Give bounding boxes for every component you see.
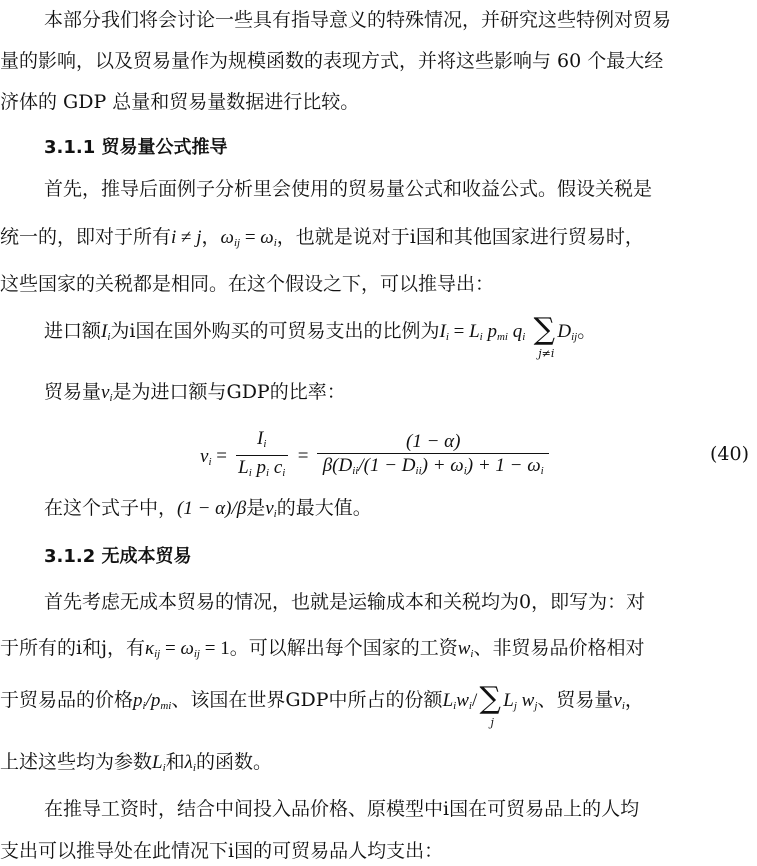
p2-line3: 这些国家的关税都是相同。在这个假设之下，可以推导出： (0, 273, 495, 295)
p7-line1: 在推导工资时，结合中间投入品价格、原模型中i国在可贸易品上的人均 (44, 798, 640, 820)
p5-line: 在这个式子中，(1 − α)/β是$v_i$的最大值。 (44, 497, 372, 520)
p6-line2: 于所有的i和j，有$\kappa_{ij} = \omega_{ij} = 1$。可以解出每个国家的工资$w_i$、非贸易品价格相对 (0, 637, 645, 660)
p7-line2: 支出可以推导处在此情况下i国的可贸易品人均支出： (0, 840, 444, 862)
p6-line1: 首先考虑无成本贸易的情况，也就是运输成本和关税均为0，即写为：对 (44, 591, 646, 613)
equation-40: $v_i$ = $\frac{I_i}{L_i p_i c_i}$ = $\frac{(1 - \alpha)}{\beta(D_{ii}/(1 - D_{ii}) + \omega_i) + 1 - \omega_i}$ (200, 428, 757, 478)
p2-line2: 统一的，即对于所有i ≠ j，$\omega_{ij} = \omega_i$，也就是说对于i国和其他国家进行贸易时， (0, 226, 644, 249)
p3-line: 进口额$I_i$为i国在国外购买的可贸易支出的比例为$I_i = L_i$ $p_{mi}$ $q_i$ ∑ j≠i $D_{ij}$。 (44, 312, 597, 360)
equation-number: (40) (709, 443, 749, 465)
p2-line1: 首先，推导后面例子分析里会使用的贸易量公式和收益公式。假设关税是 (44, 178, 653, 200)
p1-line2: 量的影响，以及贸易量作为规模函数的表现方式，并将这些影响与 60 个最大经 (0, 50, 664, 72)
p6-line3: 于贸易品的价格$p_i/p_{mi}$、该国在世界GDP中所占的份额$L_iw_i/\sum$ j $L_j$ $w_j$、贸易量$v_i$， (0, 681, 644, 729)
section-heading-3-1-1: 3.1.1 贸易量公式推导 (44, 137, 228, 158)
p1-line1: 本部分我们将会讨论一些具有指导意义的特殊情况，并研究这些特例对贸易 (44, 9, 672, 31)
p1-line3: 济体的 GDP 总量和贸易量数据进行比较。 (0, 91, 360, 113)
section-heading-3-1-2: 3.1.2 无成本贸易 (44, 546, 192, 567)
p6-line4: 上述这些均为参数$L_i$和$\lambda_i$的函数。 (0, 751, 272, 774)
p4-line: 贸易量$v_i$是为进口额与GDP的比率： (44, 381, 346, 404)
